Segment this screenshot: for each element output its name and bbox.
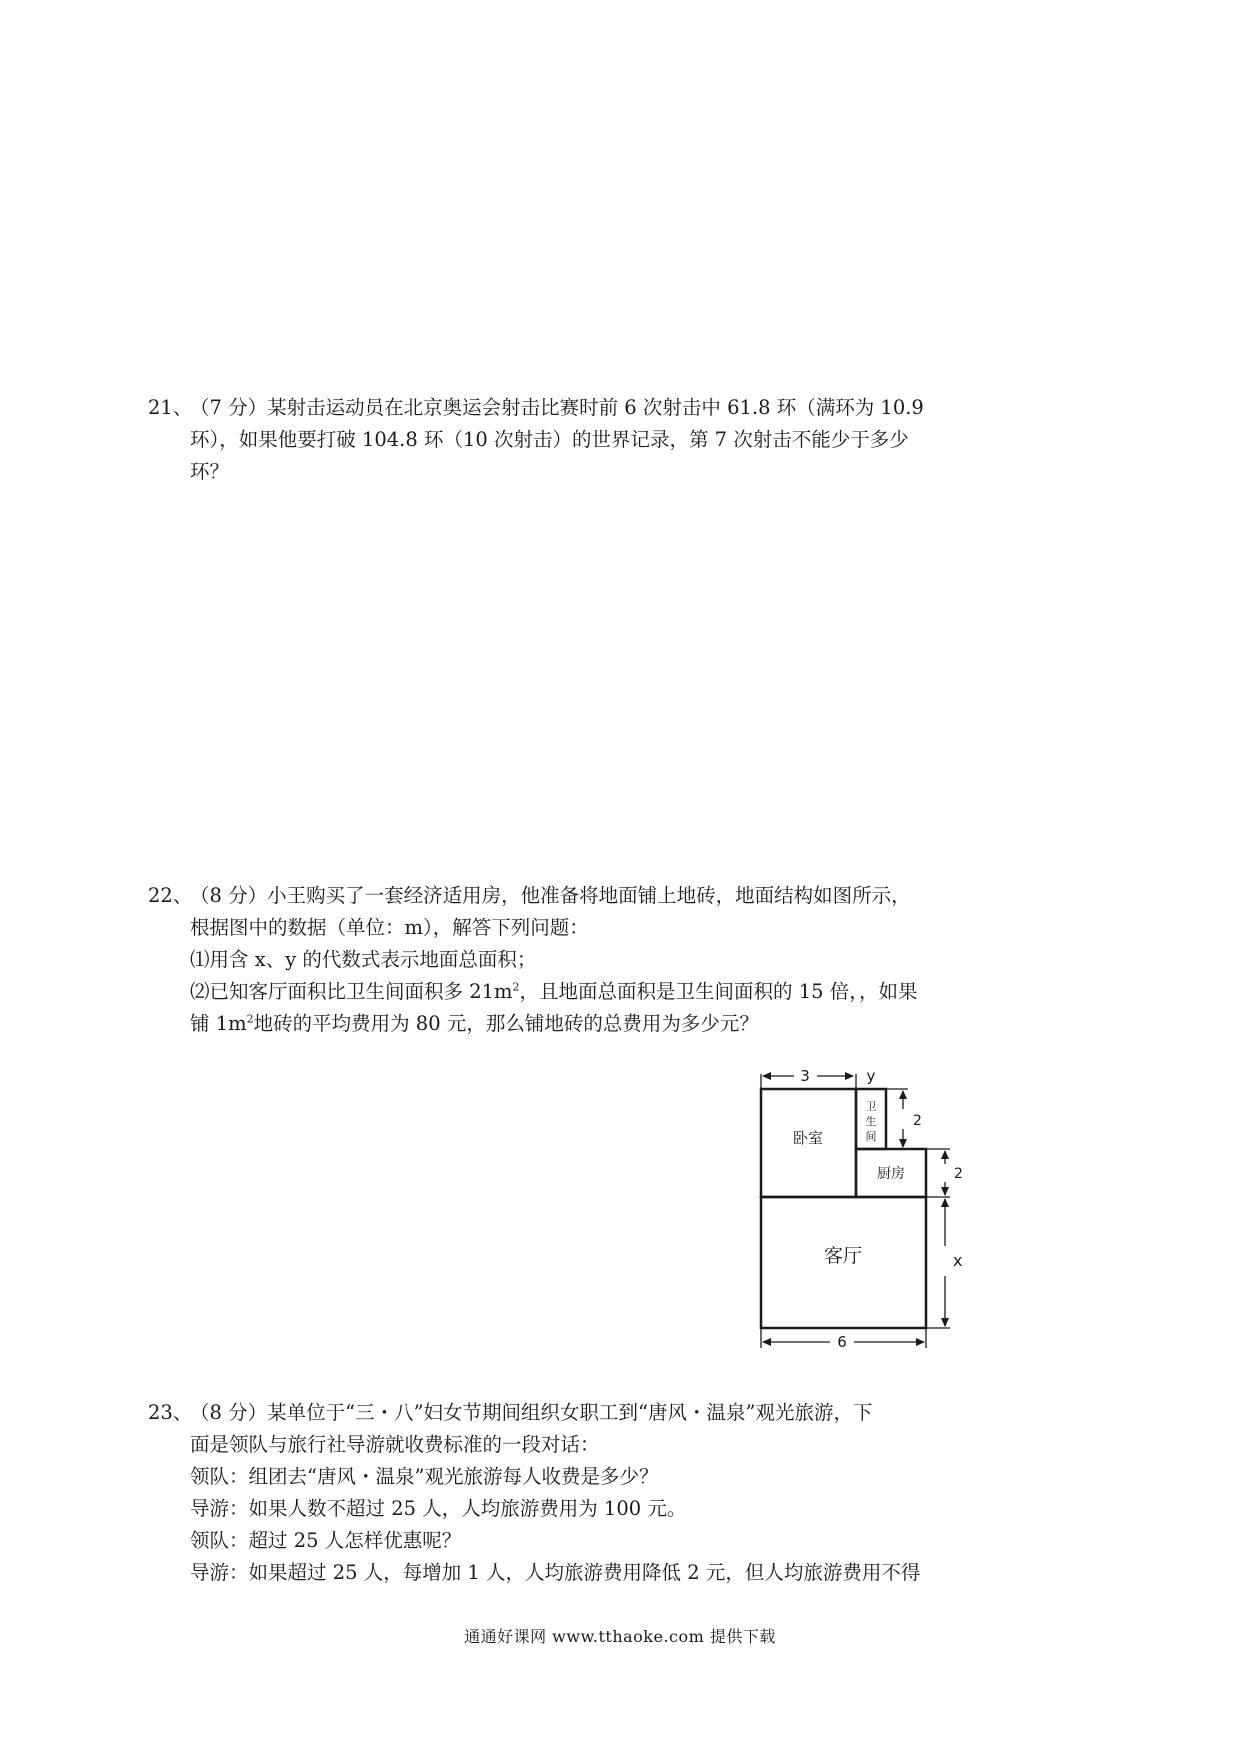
q21-line-3: 环？ bbox=[190, 460, 230, 483]
dim-label-top-right: y bbox=[866, 1067, 876, 1085]
q22-number: 22、 bbox=[148, 884, 193, 907]
room-label-living: 客厅 bbox=[823, 1245, 863, 1267]
room-label-bathroom-1: 卫 bbox=[865, 1100, 877, 1113]
page-footer: 通通好课网 www.tthaoke.com 提供下载 bbox=[464, 1627, 776, 1646]
question-23 bbox=[148, 1397, 1008, 1589]
dim-label-bathroom: 2 bbox=[913, 1113, 922, 1129]
q23-dialog-2: 导游：如果人数不超过 25 人，人均旅游费用为 100 元。 bbox=[190, 1497, 687, 1520]
question-22 bbox=[148, 880, 1008, 1040]
dim-label-living: x bbox=[953, 1251, 963, 1270]
q22-line-5: 铺 $1m^2$地砖的平均费用为 80 元，那么铺地砖的总费用为多少元？ bbox=[190, 1012, 759, 1035]
q22-part-1: ⑴用含 x、y 的代数式表示地面总面积； bbox=[190, 948, 537, 971]
room-label-bathroom-2: 生 bbox=[865, 1115, 877, 1128]
floor-plan-diagram bbox=[758, 1066, 988, 1356]
q23-dialog-4: 导游：如果超过 25 人，每增加 1 人，人均旅游费用降低 2 元，但人均旅游费用不得 bbox=[190, 1561, 921, 1584]
room-label-bathroom-3: 间 bbox=[865, 1130, 877, 1143]
dim-label-kitchen: 2 bbox=[954, 1166, 963, 1182]
q23-dialog-3: 领队：超过 25 人怎样优惠呢？ bbox=[190, 1529, 462, 1552]
room-label-bedroom: 卧室 bbox=[792, 1129, 824, 1147]
q22-line-2: 根据图中的数据（单位：m），解答下列问题： bbox=[190, 916, 589, 939]
q22-line-1: 22、（8 分）小王购买了一套经济适用房，他准备将地面铺上地砖，地面结构如图所示， bbox=[148, 880, 1008, 912]
q23-line-2: 面是领队与旅行社导游就收费标准的一段对话： bbox=[190, 1433, 600, 1456]
q23-dialog-1: 领队：组团去“唐风・温泉”观光旅游每人收费是多少？ bbox=[190, 1465, 659, 1488]
question-21 bbox=[148, 392, 1008, 488]
room-label-kitchen: 厨房 bbox=[877, 1166, 905, 1182]
q23-number: 23、 bbox=[148, 1401, 193, 1424]
q21-line-2: 环），如果他要打破 104.8 环（10 次射击）的世界记录，第 7 次射击不能少于多少 bbox=[190, 428, 909, 451]
q22-part-2: ⑵已知客厅面积比卫生间面积多 $21m^2$，且地面总面积是卫生间面积的 15 倍，，如果 bbox=[190, 980, 918, 1003]
q21-line-1: 21、（7 分）某射击运动员在北京奥运会射击比赛时前 6 次射击中 61.8 环（满环为 10.9 bbox=[148, 392, 1008, 424]
q21-number: 21、 bbox=[148, 396, 193, 419]
dim-label-bottom: 6 bbox=[837, 1333, 847, 1351]
dim-label-top-left: 3 bbox=[800, 1067, 810, 1085]
q23-line-1: 23、（8 分）某单位于“三・八”妇女节期间组织女职工到“唐风・温泉”观光旅游，下 bbox=[148, 1397, 1008, 1429]
